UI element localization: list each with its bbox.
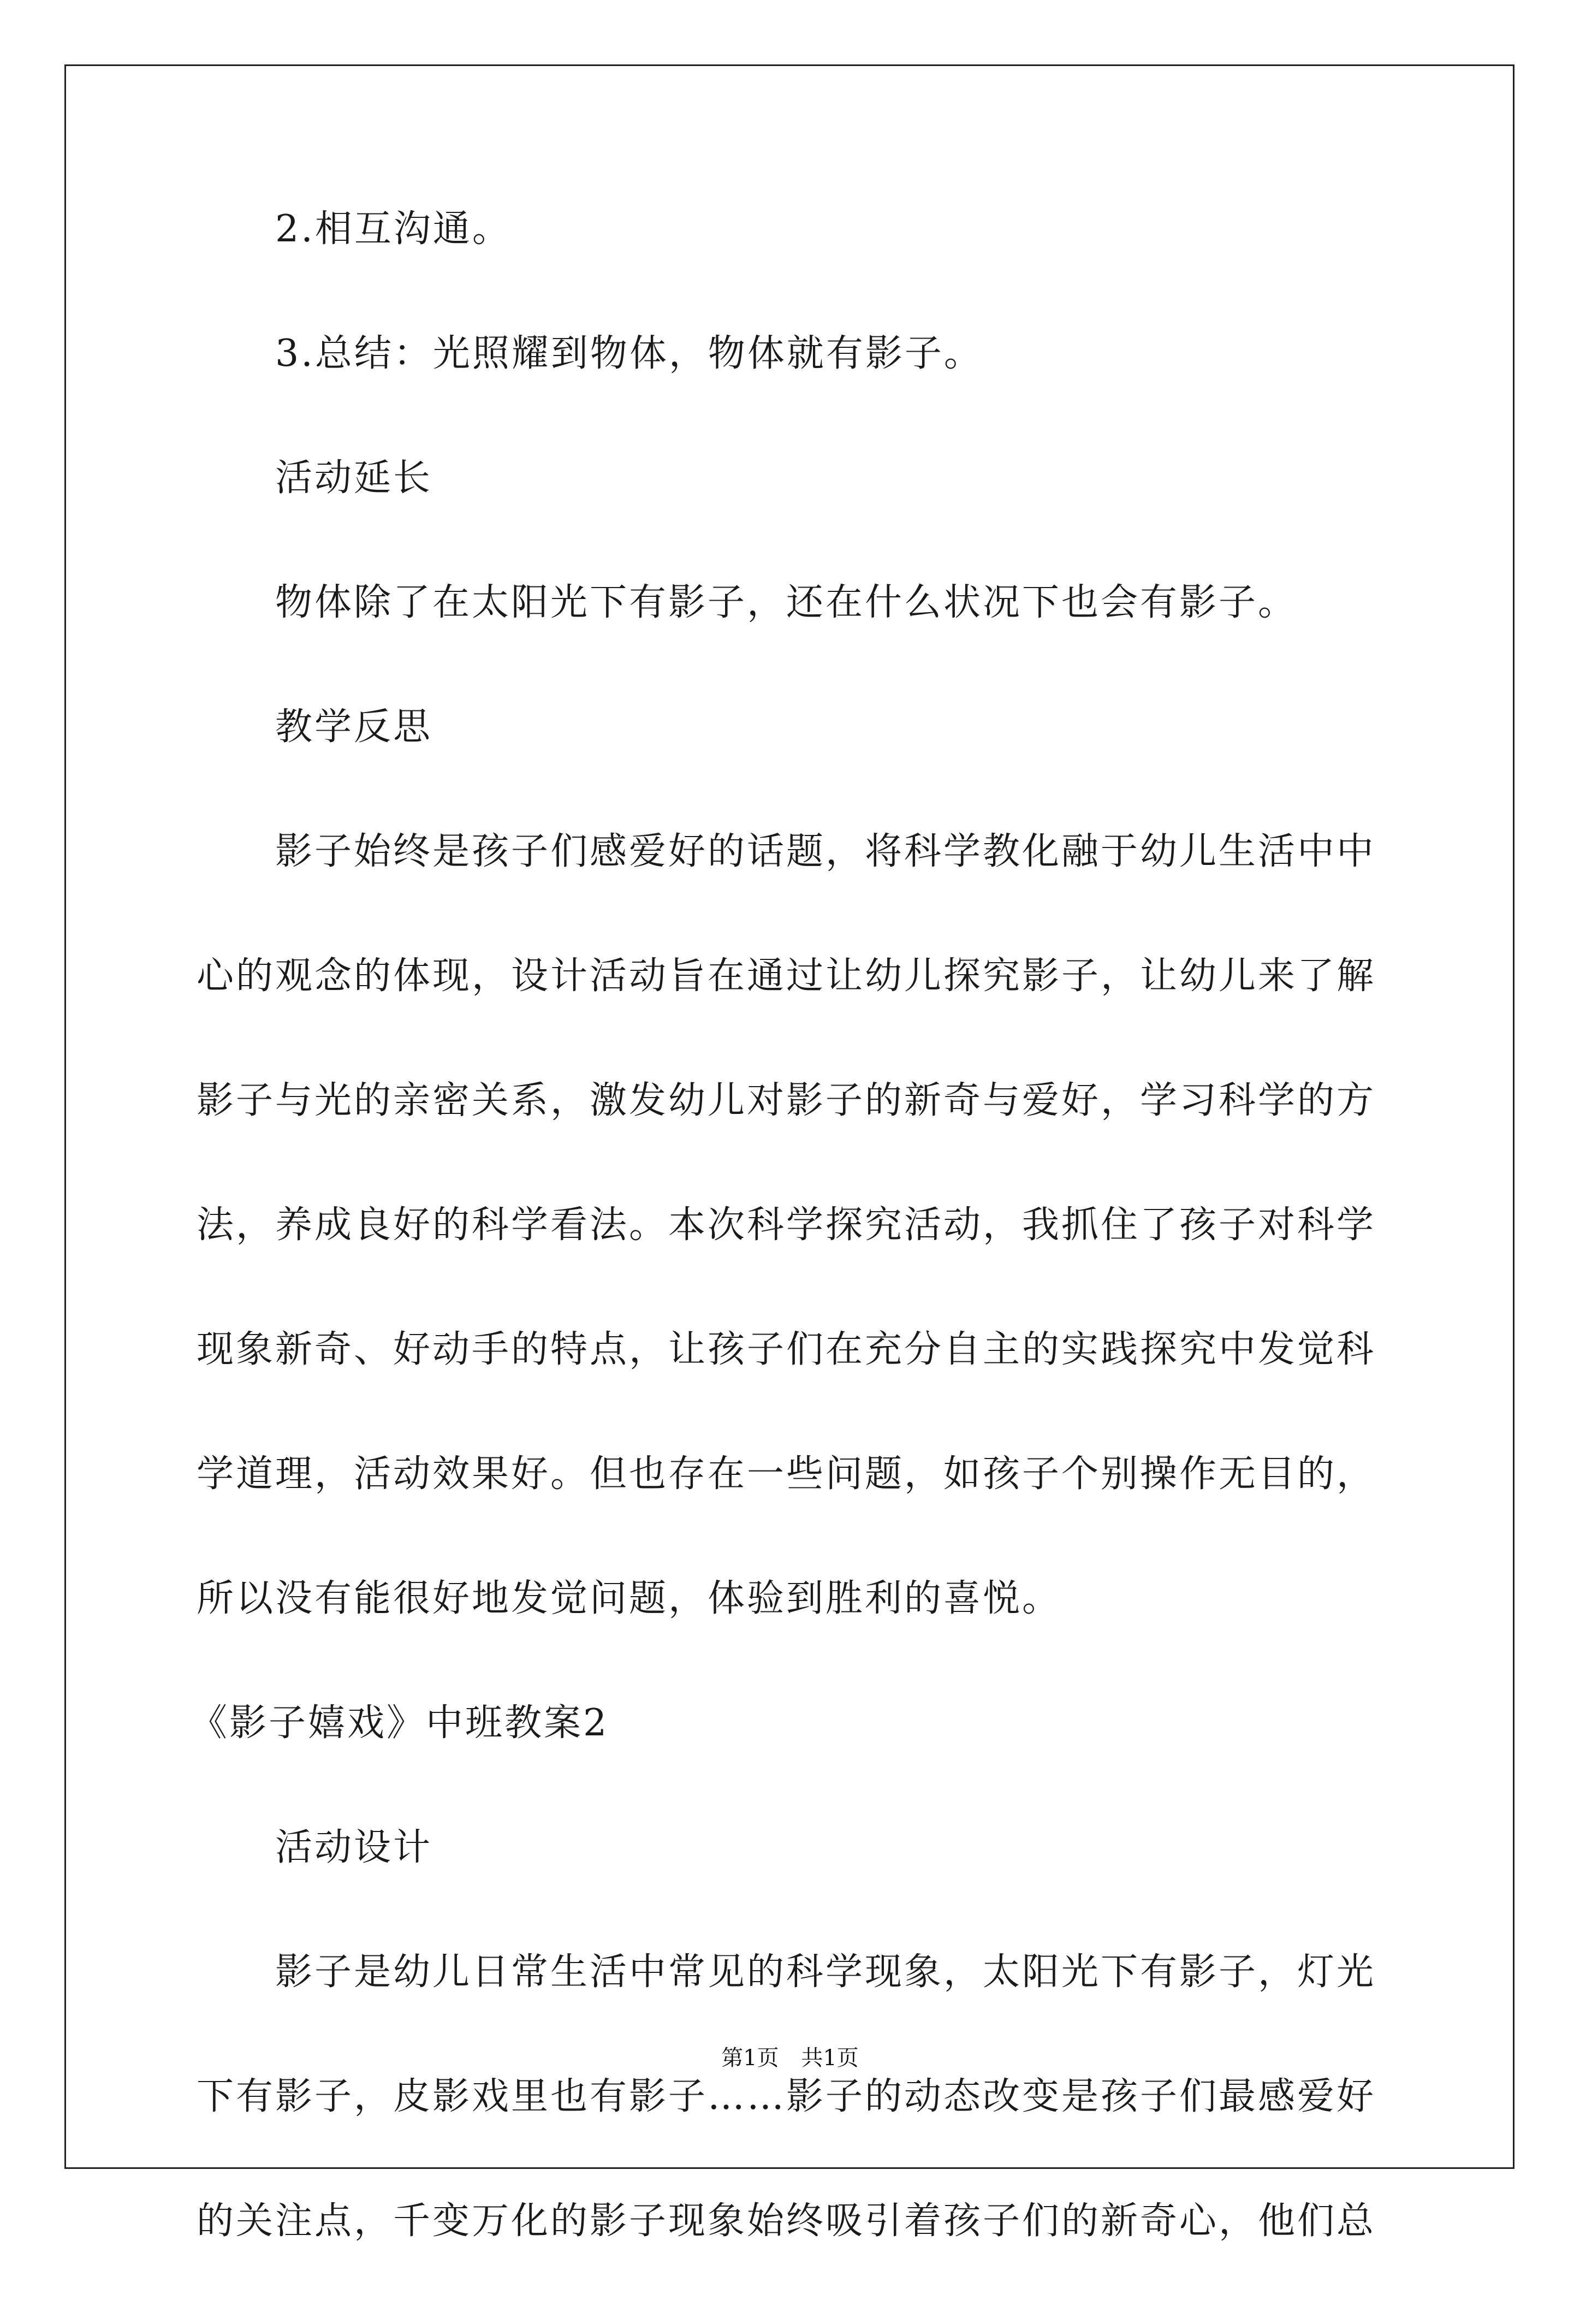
paragraph-line: 法，养成良好的科学看法。本次科学探究活动，我抓住了孩子对科学 [197,1204,1376,1247]
reflection-paragraph [197,790,1398,1661]
page-number: 第1页 [721,2046,779,2071]
list-item-3: 3.总结：光照耀到物体，物体就有影子。 [275,332,983,375]
list-item-2: 2.相互沟通。 [275,208,512,251]
paragraph-line: 的关注点，千变万化的影子现象始终吸引着孩子们的新奇心，他们总 [197,2200,1376,2243]
extension-text: 物体除了在太阳光下有影子，还在什么状况下也会有影子。 [275,581,1298,624]
heading-teaching-reflection: 教学反思 [275,706,433,749]
document-body [190,208,1398,2324]
paragraph-line: 心的观念的体现，设计活动旨在通过让幼儿探究影子，让幼儿来了解 [197,954,1376,998]
paragraph-line: 下有影子，皮影戏里也有影子……影子的动态改变是孩子们最感爱好 [197,2075,1376,2118]
page-total: 共1页 [801,2046,859,2071]
paragraph-line: 学道理，活动效果好。但也存在一些问题，如孩子个别操作无目的， [197,1452,1376,1496]
paragraph-line: 现象新奇、好动手的特点，让孩子们在充分自主的实践探究中发觉科 [197,1328,1376,1371]
paragraph-line: 影子是幼儿日常生活中常见的科学现象，太阳光下有影子，灯光 [275,1950,1376,1994]
design-paragraph [197,1910,1398,2284]
paragraph-line: 所以没有能很好地发觉问题，体验到胜利的喜悦。 [197,1577,1062,1620]
paragraph-line: 影子始终是孩子们感爱好的话题，将科学教化融于幼儿生活中中 [275,830,1376,873]
section-title: 《影子嬉戏》中班教案2 [190,1702,609,1745]
heading-activity-design: 活动设计 [275,1826,433,1869]
paragraph-line: 影子与光的亲密关系，激发幼儿对影子的新奇与爱好，学习科学的方 [197,1079,1376,1122]
heading-activity-extension: 活动延长 [275,456,433,500]
page-footer [0,2045,1580,2071]
